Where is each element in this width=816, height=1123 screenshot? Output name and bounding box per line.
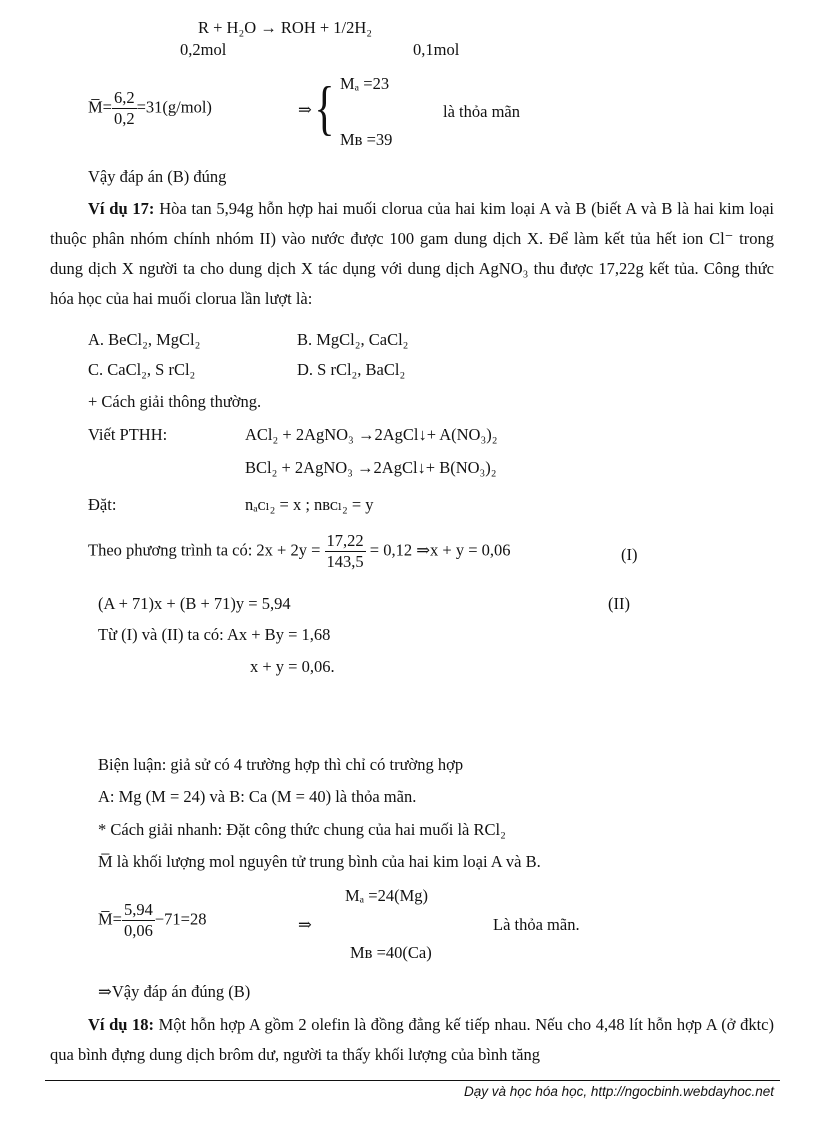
ma-value-1: Mₐ =23 <box>340 74 390 93</box>
example-17: Ví dụ 17: Hòa tan 5,94g hỗn hợp hai muối clorua của hai kim loại A và B (biết A và B là hai kim loại thuộc phân nhóm chính nhóm II) vào nước được 100 gam dung dịch X. Để làm kết tủa hết ion Cl⁻ trong dung dịch X người ta cho dung dịch X tác dụng với dung dịch AgNO₃ thu được 17,22g kết tủa. Công thức hóa học của hai muối clorua lần lượt là: <box>50 199 774 308</box>
ok-text-1: là thỏa mãn <box>443 102 520 121</box>
option-a: A. BeCl₂, MgCl₂ <box>88 330 201 349</box>
normal-method-title: + Cách giải thông thường. <box>88 392 262 411</box>
quick-method: * Cách giải nhanh: Đặt công thức chung của hai muối là RCl₂ <box>98 820 506 839</box>
conclusion-2: ⇒Vậy đáp án đúng (B) <box>98 982 251 1001</box>
mb-value-1: Mʙ =39 <box>340 130 393 149</box>
argue-line-2: A: Mg (M = 24) và B: Ca (M = 40) là thỏa mãn. <box>98 787 417 806</box>
option-c: C. CaCl₂, S rCl₂ <box>88 360 196 379</box>
brace-1: { <box>314 75 335 141</box>
from-text-2: x + y = 0,06. <box>250 657 335 676</box>
option-d: D. S rCl₂, BaCl₂ <box>297 360 406 379</box>
tag-i: (I) <box>621 545 638 564</box>
pthh-label: Viết PTHH: <box>88 425 168 444</box>
footer-divider <box>45 1080 780 1081</box>
dat-value: nₐᴄₗ₂ = x ; nʙᴄₗ₂ = y <box>245 495 374 514</box>
mol-right: 0,1mol <box>413 40 460 59</box>
mol-left: 0,2mol <box>180 40 227 59</box>
mb-value-2: Mʙ =40(Ca) <box>350 943 432 962</box>
footer-text: Dạy và học hóa học, http://ngocbinh.webdayhoc.net <box>464 1084 774 1099</box>
tag-ii: (II) <box>608 594 630 613</box>
equation-1: ACl₂ + 2AgNO₃ →2AgCl↓+ A(NO₃)₂ <box>245 425 498 444</box>
equation-ii: (A + 71)x + (B + 71)y = 5,94 <box>98 594 291 613</box>
equation-2: BCl₂ + 2AgNO₃ →2AgCl↓+ B(NO₃)₂ <box>245 458 497 477</box>
mbar-formula-2: M̅= $\frac{5,94}{0,06}$ −71=28 <box>98 900 207 940</box>
example-18: Ví dụ 18: Một hỗn hợp A gồm 2 olefin là đồng đẳng kế tiếp nhau. Nếu cho 4,48 lít hỗn hợp A (ở đktc) qua bình đựng dung dịch brôm dư, người ta thấy khối lượng của bình tăng <box>50 1015 774 1064</box>
from-text: Từ (I) và (II) ta có: Ax + By = 1,68 <box>98 625 331 644</box>
implies-arrow-1: ⇒ <box>298 100 312 119</box>
option-b: B. MgCl₂, CaCl₂ <box>297 330 409 349</box>
mbar-formula-1: M̅= $\frac{6,2}{0,2}$ =31(g/mol) <box>88 88 212 128</box>
reaction-equation: R + H₂O → ROH + 1/2H₂ <box>198 18 373 37</box>
argue-line-1: Biện luận: giả sử có 4 trường hợp thì chỉ có trường hợp <box>98 755 464 774</box>
conclusion-1: Vậy đáp án (B) đúng <box>88 167 227 186</box>
theo-equation: Theo phương trình ta có: 2x + 2y = $\frac{17,22}{143,5}$ = 0,12 ⇒x + y = 0,06 <box>88 531 511 571</box>
ma-value-2: Mₐ =24(Mg) <box>345 886 429 905</box>
mbar-definition: M̅ là khối lượng mol nguyên tử trung bình của hai kim loại A và B. <box>98 852 541 871</box>
dat-label: Đặt: <box>88 495 117 514</box>
implies-arrow-2: ⇒ <box>298 915 312 934</box>
ok-text-2: Là thỏa mãn. <box>493 915 580 934</box>
